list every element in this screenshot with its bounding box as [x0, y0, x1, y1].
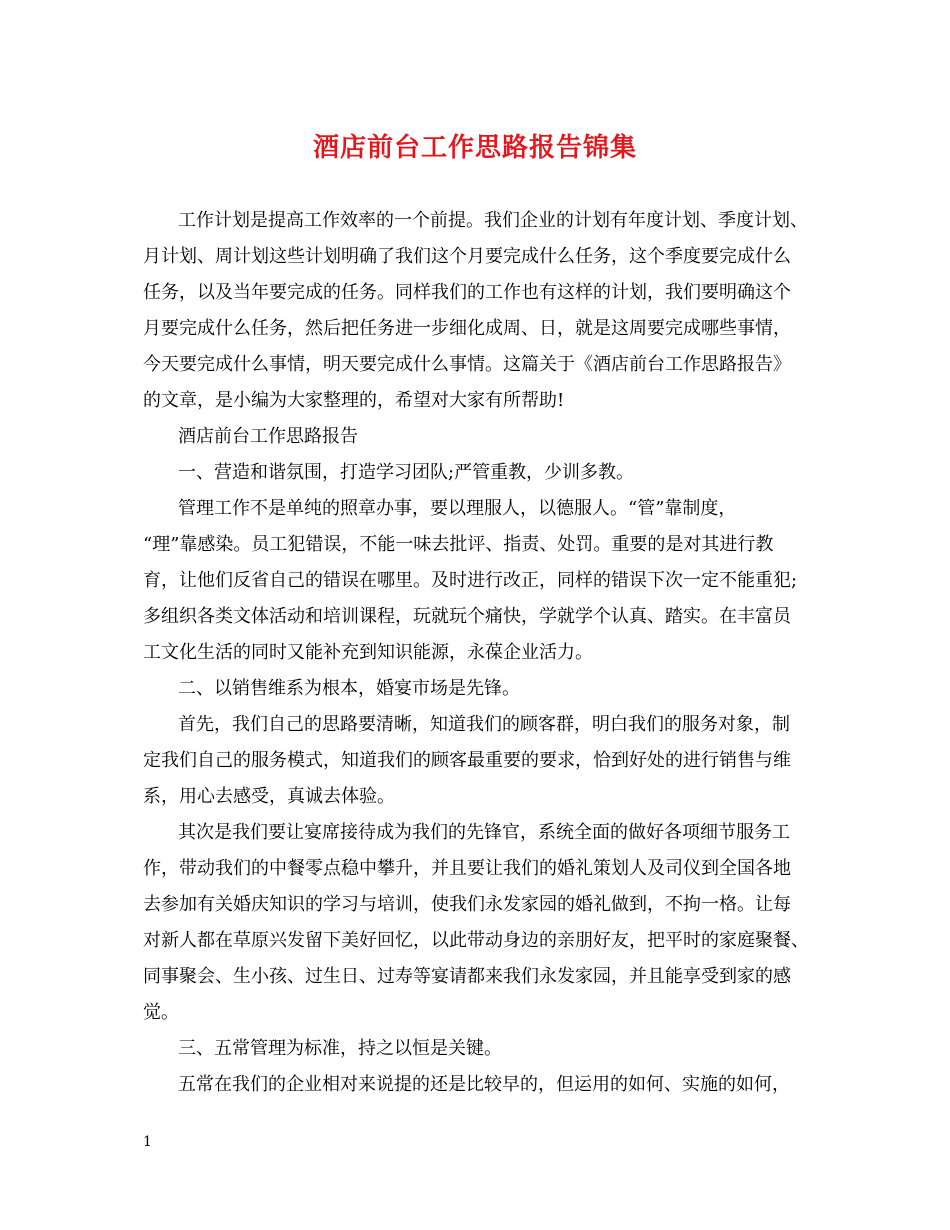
- body-line: 觉。: [143, 1002, 179, 1023]
- body-line: 其次是我们要让宴席接待成为我们的先锋官，系统全面的做好各项细节服务工: [178, 822, 790, 843]
- body-line: 对新人都在草原兴发留下美好回忆，以此带动身边的亲朋好友，把平时的家庭聚餐、: [143, 930, 809, 951]
- body-line: 同事聚会、生小孩、过生日、过寿等宴请都来我们永发家园，并且能享受到家的感: [143, 966, 791, 987]
- body-line: 系，用心去感受，真诚去体验。: [143, 786, 395, 807]
- body-line: 月计划、周计划这些计划明确了我们这个月要完成什么任务，这个季度要完成什么: [143, 246, 791, 267]
- section-heading: 二、以销售维系为根本，婚宴市场是先锋。: [178, 678, 520, 699]
- body-line: 作，带动我们的中餐零点稳中攀升，并且要让我们的婚礼策划人及司仪到全国各地: [143, 858, 791, 879]
- body-line: 去参加有关婚庆知识的学习与培训，使我们永发家园的婚礼做到，不拘一格。让每: [143, 894, 791, 915]
- body-line: 的文章，是小编为大家整理的，希望对大家有所帮助!: [143, 390, 565, 411]
- body-line: 月要完成什么任务，然后把任务进一步细化成周、日，就是这周要完成哪些事情，: [143, 318, 791, 339]
- body-line: 管理工作不是单纯的照章办事，要以理服人，以德服人。“管”靠制度，: [178, 498, 737, 519]
- body-line: 育，让他们反省自己的错误在哪里。及时进行改正，同样的错误下次一定不能重犯;: [143, 570, 798, 591]
- body-line: 今天要完成什么事情，明天要完成什么事情。这篇关于《酒店前台工作思路报告》: [143, 354, 791, 375]
- body-line: 工作计划是提高工作效率的一个前提。我们企业的计划有年度计划、季度计划、: [178, 210, 808, 231]
- page-number: 1: [143, 1134, 152, 1150]
- section-heading: 三、五常管理为标准，持之以恒是关键。: [178, 1038, 502, 1059]
- body-line: 五常在我们的企业相对来说提的还是比较早的，但运用的如何、实施的如何，: [178, 1074, 790, 1095]
- body-line: 任务，以及当年要完成的任务。同样我们的工作也有这样的计划，我们要明确这个: [143, 282, 791, 303]
- body-line: 多组织各类文体活动和培训课程，玩就玩个痛快，学就学个认真、踏实。在丰富员: [143, 606, 791, 627]
- body-line: “理”靠感染。员工犯错误，不能一味去批评、指责、处罚。重要的是对其进行教: [143, 534, 774, 555]
- section-heading: 一、营造和谐氛围，打造学习团队;严管重教，少训多教。: [178, 462, 635, 483]
- section-heading: 酒店前台工作思路报告: [178, 426, 358, 447]
- body-line: 定我们自己的服务模式，知道我们的顾客最重要的要求，恰到好处的进行销售与维: [143, 750, 791, 771]
- document-title: 酒店前台工作思路报告锦集: [312, 133, 637, 163]
- body-line: 工文化生活的同时又能补充到知识能源，永葆企业活力。: [143, 642, 593, 663]
- body-line: 首先，我们自己的思路要清晰，知道我们的顾客群，明白我们的服务对象，制: [178, 714, 790, 735]
